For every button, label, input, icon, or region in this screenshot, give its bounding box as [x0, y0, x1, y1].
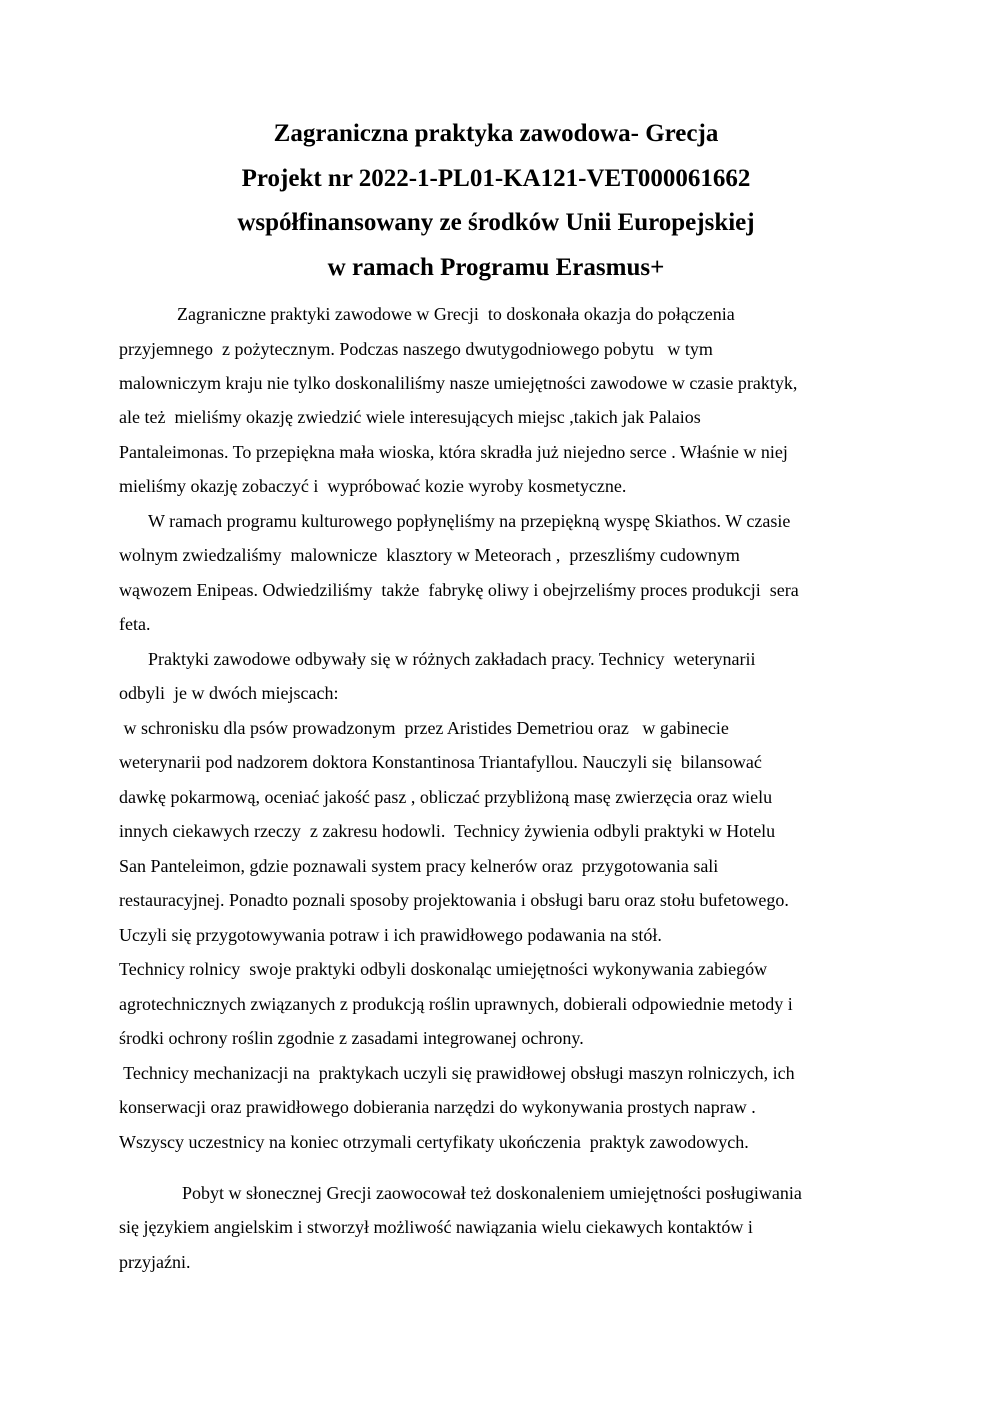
- text-line: Technicy rolnicy swoje praktyki odbyli doskonaląc umiejętności wykonywania zabiegów: [119, 959, 768, 979]
- text-line: wąwozem Enipeas. Odwiedziliśmy także fabrykę oliwy i obejrzeliśmy proces produkcji sera: [119, 580, 799, 600]
- text-line: przyjemnego z pożytecznym. Podczas naszego dwutygodniowego pobytu w tym: [119, 339, 713, 359]
- text-line: restauracyjnej. Ponadto poznali sposoby projektowania i obsługi baru oraz stołu bufetowego.: [119, 890, 789, 910]
- text-line: w schronisku dla psów prowadzonym przez Aristides Demetriou oraz w gabinecie: [119, 718, 729, 738]
- document-title: [0, 112, 992, 290]
- text-line: się językiem angielskim i stworzył możliwość nawiązania wielu ciekawych kontaktów i: [119, 1217, 753, 1237]
- text-line: Wszyscy uczestnicy na koniec otrzymali certyfikaty ukończenia praktyk zawodowych.: [119, 1132, 749, 1152]
- text-line: wolnym zwiedzaliśmy malownicze klasztory w Meteorach , przeszliśmy cudownym: [119, 545, 740, 565]
- text-line: Pantaleimonas. To przepiękna mała wioska, która skradła już niejedno serce . Właśnie w niej: [119, 442, 788, 462]
- title-line: w ramach Programu Erasmus+: [327, 253, 665, 281]
- title-line: Zagraniczna praktyka zawodowa- Grecja: [273, 120, 719, 147]
- text-line: agrotechnicznych związanych z produkcją roślin uprawnych, dobierali odpowiednie metody i: [119, 994, 793, 1014]
- text-line: dawkę pokarmową, oceniać jakość pasz , obliczać przybliżoną masę zwierzęcia oraz wielu: [119, 787, 773, 807]
- text-line: malowniczym kraju nie tylko doskonaliliśmy nasze umiejętności zawodowe w czasie praktyk,: [119, 373, 798, 393]
- text-line: W ramach programu kulturowego popłynęliśmy na przepiękną wyspę Skiathos. W czasie: [148, 511, 791, 531]
- text-line: Praktyki zawodowe odbywały się w różnych zakładach pracy. Technicy weterynarii: [148, 649, 756, 669]
- text-line: Technicy mechanizacji na praktykach uczyli się prawidłowej obsługi maszyn rolniczych, ich: [119, 1063, 795, 1083]
- title-line: współfinansowany ze środków Unii Europejskiej: [237, 209, 755, 236]
- text-line: ale też mieliśmy okazję zwiedzić wiele interesujących miejsc ,takich jak Palaios: [119, 407, 701, 427]
- text-line: środki ochrony roślin zgodnie z zasadami integrowanej ochrony.: [119, 1028, 584, 1048]
- text-line: odbyli je w dwóch miejscach:: [119, 683, 339, 703]
- text-line: Zagraniczne praktyki zawodowe w Grecji to doskonała okazja do połączenia: [177, 304, 735, 324]
- text-line: Pobyt w słonecznej Grecji zaowocował też doskonaleniem umiejętności posługiwania: [182, 1183, 802, 1203]
- text-line: feta.: [119, 614, 151, 634]
- text-line: przyjaźni.: [119, 1252, 191, 1272]
- title-line: Projekt nr 2022-1-PL01-KA121-VET000061662: [241, 164, 751, 192]
- text-line: Uczyli się przygotowywania potraw i ich prawidłowego podawania na stół.: [119, 925, 662, 945]
- text-line: mieliśmy okazję zobaczyć i wypróbować kozie wyroby kosmetyczne.: [119, 476, 627, 496]
- text-line: weterynarii pod nadzorem doktora Konstantinosa Triantafyllou. Nauczyli się bilansować: [119, 752, 762, 772]
- text-line: konserwacji oraz prawidłowego dobierania narzędzi do wykonywania prostych napraw .: [119, 1097, 756, 1117]
- text-line: San Panteleimon, gdzie poznawali system pracy kelnerów oraz przygotowania sali: [119, 856, 719, 876]
- text-line: innych ciekawych rzeczy z zakresu hodowli. Technicy żywienia odbyli praktyki w Hotelu: [119, 821, 776, 841]
